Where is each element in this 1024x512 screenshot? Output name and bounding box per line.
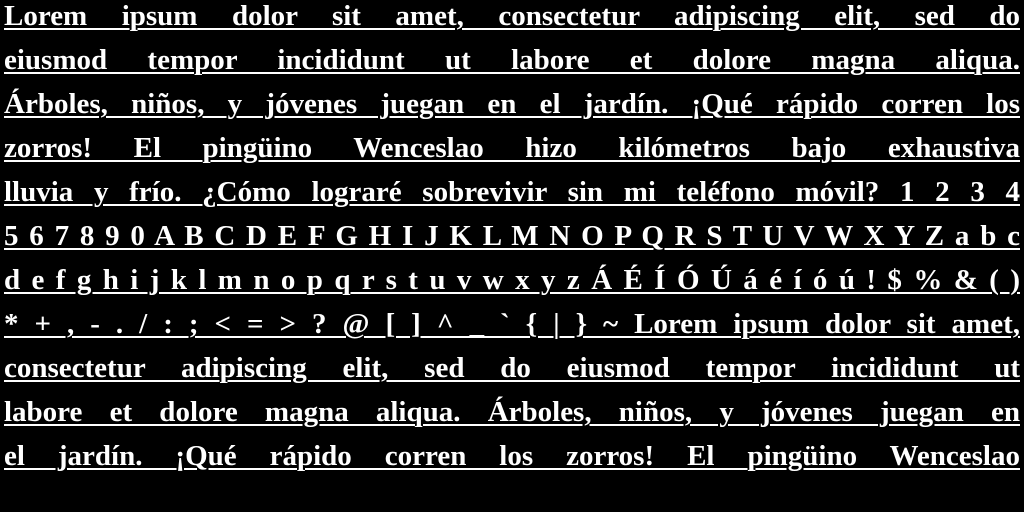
- text-line-9: consectetur adipiscing elit, sed do eiusmod tempor incididunt ut: [4, 352, 1020, 384]
- text-line-3: Árboles, niños, y jóvenes juegan en el jardín. ¡Qué rápido corren los: [4, 88, 1020, 120]
- text-line-5: lluvia y frío. ¿Cómo lograré sobrevivir sin mi teléfono móvil? 1 2 3 4: [4, 176, 1020, 208]
- text-line-4: zorros! El pingüino Wenceslao hizo kilómetros bajo exhaustiva: [4, 132, 1020, 164]
- text-line-10: labore et dolore magna aliqua. Árboles, niños, y jóvenes juegan en: [4, 396, 1020, 428]
- text-line-6: 5 6 7 8 9 0 A B C D E F G H I J K L M N O P Q R S T U V W X Y Z a b c: [4, 220, 1020, 252]
- text-line-2: eiusmod tempor incididunt ut labore et dolore magna aliqua.: [4, 44, 1020, 76]
- text-line-8: * + , - . / : ; < = > ? @ [ ] ^ _ ` { | } ~ Lorem ipsum dolor sit amet,: [4, 308, 1020, 340]
- text-line-7: d e f g h i j k l m n o p q r s t u v w x y z Á É Í Ó Ú á é í ó ú ! $ % & ( ): [4, 264, 1020, 296]
- text-line-11: el jardín. ¡Qué rápido corren los zorros! El pingüino Wenceslao: [4, 440, 1020, 472]
- text-line-1: Lorem ipsum dolor sit amet, consectetur adipiscing elit, sed do: [4, 0, 1020, 32]
